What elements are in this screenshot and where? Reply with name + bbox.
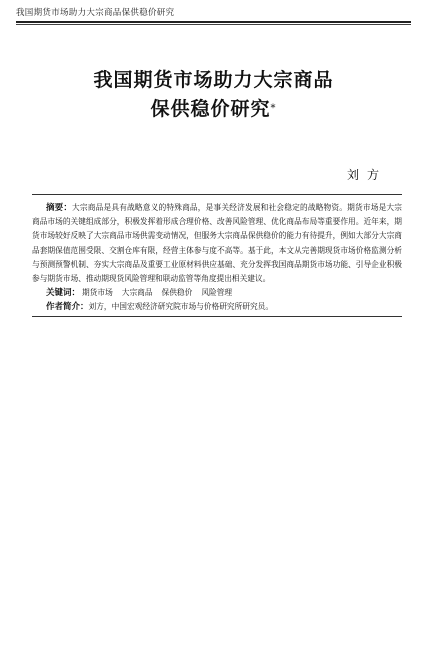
abstract-block <box>32 194 402 315</box>
author-name: 刘方 <box>346 168 387 182</box>
keyword-item: 期货市场 <box>82 288 113 298</box>
keyword-item: 保供稳价 <box>161 288 193 298</box>
author-bio-row <box>32 300 402 314</box>
abstract-text: 大宗商品是具有战略意义的特殊商品，是事关经济发展和社会稳定的战略物资。期货市场是大宗商品市场的关键组成部分，积极发挥着形成合理价格、改善风险管理、优化商品布局等重要作用。近年来，期货市场较好反映了大宗商品市场供需变动情况，但服务大宗商品保供稳价的能力有待提升，例如大部分大宗商品套期保值范围受限、交割仓库有限，经营主体参与度不高等。基于此，本文从完善期现货市场价格监测分析与预测预警机制、夯实大宗商品及重要工业原材料供应基础、充分发挥我国商品期货市场功能、引导企业积极参与期货市场、推动期现货风险管理和联动监管等角度提出相关建议。 <box>32 203 402 284</box>
keyword-item: 风险管理 <box>201 288 233 298</box>
abstract-bottom-rule <box>32 316 402 317</box>
running-header: 我国期货市场助力大宗商品保供稳价研究 <box>16 8 175 18</box>
paper-title <box>0 66 427 124</box>
keywords-list <box>82 288 241 297</box>
header-rule <box>16 21 411 23</box>
abstract <box>32 201 402 286</box>
keyword-item: 大宗商品 <box>121 288 153 298</box>
author-bio-text: 刘方，中国宏观经济研究院市场与价格研究所研究员。 <box>88 302 274 312</box>
author-bio-label: 作者简介： <box>46 302 89 313</box>
title-line-2-text: 保供稳价研究 <box>150 98 271 120</box>
title-line-1: 我国期货市场助力大宗商品 <box>93 69 334 91</box>
abstract-label: 摘要： <box>46 203 73 213</box>
title-footnote-mark: * <box>270 103 277 114</box>
title-line-2 <box>0 95 427 124</box>
header-rule-thin <box>16 24 411 25</box>
keywords-label: 关键词： <box>46 288 81 299</box>
keywords-row <box>32 286 402 300</box>
